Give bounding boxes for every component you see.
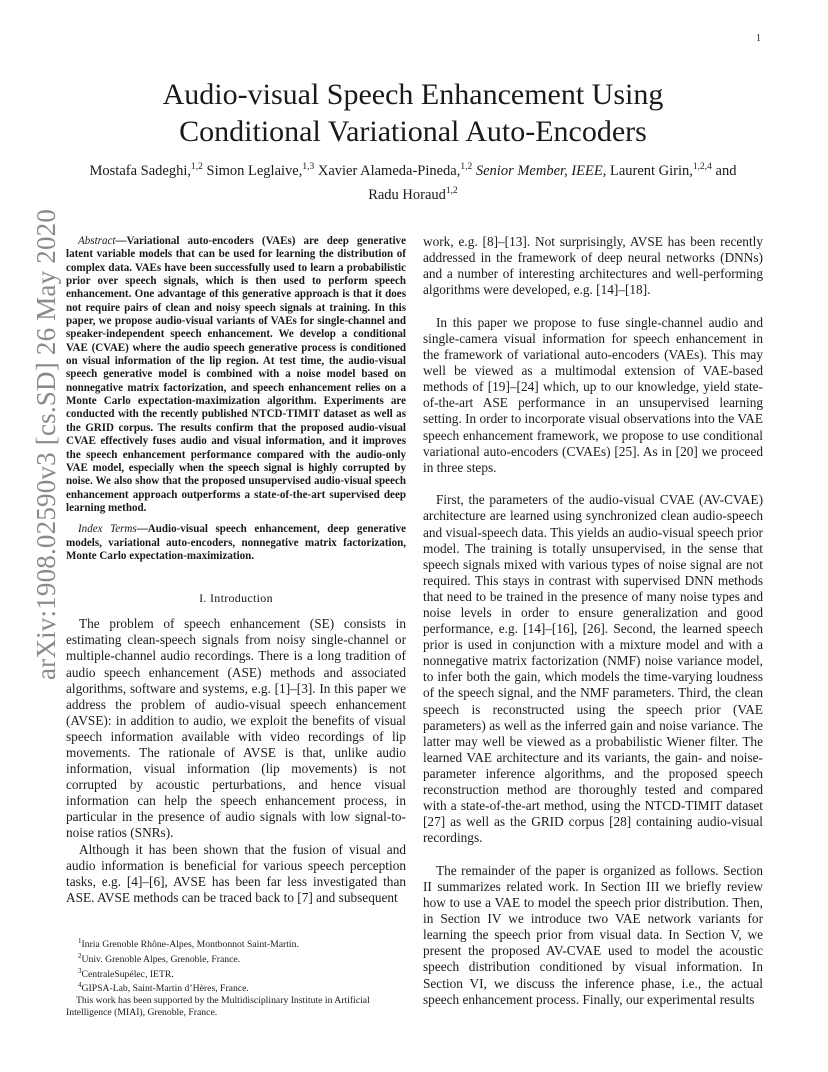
arxiv-identifier-stamp: arXiv:1908.02590v3 [cs.SD] 26 May 2020 [31,208,61,680]
body-paragraph: The problem of speech enhancement (SE) consists in estimating clean-speech signals from noisy single-channel or multiple-channel audio recordings. There is a long tradition of audio speech enhancement (ASE) methods and associated algorithms, software and systems, e.g. [1]–[3]. In this paper we address the problem of audio-visual speech enhancement (AVSE): in addition to audio, we exploit the benefits of visual speech information available with video recordings of lip movements. The rationale of AVSE is that, unlike audio information, visual information (lip movements) is not corrupted by acoustic perturbations, and hence visual information can help the speech enhancement process, in particular in the presence of audio signals with low signal-to-noise ratios (SNRs). [66,616,406,841]
footnote: $^3$CentraleSupélec, IETR. [78,966,174,980]
author-name: Mostafa Sadeghi, [89,162,191,179]
author-affiliation: 1,2 [460,162,473,172]
paper-title [60,76,766,150]
abstract-text: —Variational auto-encoders (VAEs) are deep generative latent variable models that can be used for learning the distribution of complex data. VAEs have been successfully used to learn a probabilistic prior over speech signals, which is then used to perform speech enhancement. One advantage of this generative approach is that it does not require pairs of clean and noisy speech signals at training. In this paper, we propose audio-visual variants of VAEs for single-channel and speaker-independent speech enhancement. We develop a conditional VAE (CVAE) where the audio speech generative process is conditioned on visual information of the lip region. At test time, the audio-visual speech generative model is combined with a noise model based on nonnegative matrix factorization, and speech enhancement relies on a Monte Carlo expectation-maximization algorithm. Experiments are conducted with the recently published NTCD-TIMIT dataset as well as the GRID corpus. The results confirm that the proposed audio-visual CVAE effectively fuses audio and visual information, and it improves the speech enhancement performance compared with the audio-only VAE model, especially when the speech signal is highly corrupted by noise. We also show that the proposed unsupervised audio-visual speech enhancement approach outperforms a state-of-the-art supervised deep learning method. [66,235,406,514]
title-line-1: Audio-visual Speech Enhancement Using [162,78,664,111]
footnote: $^2$Univ. Grenoble Alpes, Grenoble, France. [78,951,241,966]
footnote: $^4$GIPSA-Lab, Saint-Martin d’Hères, France. [78,981,249,995]
index-terms-label: Index Terms [78,523,137,536]
author-affiliation: 1,3 [302,162,315,172]
author-name: Simon Leglaive, [202,162,303,179]
body-paragraph: In this paper we propose to fuse single-channel audio and single-camera visual information for speech enhancement in the framework of variational auto-encoders (VAEs). This may well be viewed as a multimodal extension of VAE-based methods of [19]–[24] which, up to our knowledge, yield state-of-the-art ASE performance in an unsupervised learning setting. In order to incorporate visual observations into the VAE speech enhancement framework, we propose to use conditional variational auto-encoders (CVAEs) [25]. As in [20] we proceed in three steps. [423,314,763,475]
body-paragraph: First, the parameters of the audio-visual CVAE (AV-CVAE) architecture are learned using synchronized clean audio-speech and visual-speech data. This yields an audio-visual speech prior model. The training is totally unsupervised, in the sense that speech signals mixed with various types of noise signal are not required. This stays in contrast with supervised DNN methods that need to be trained in the presence of many noise types and noise levels in order to ensure generalization and good performance, e.g. [14]–[16], [26]. Second, the learned speech prior is used in conjunction with a mixture model and with a nonnegative matrix factorization (NMF) noise variance model, to infer both the gain, which models the time-varying loudness of the speech signal, and the NMF parameters. Third, the clean speech is reconstructed using the speech prior (VAE parameters) as well as the inferred gain and noise variance. The latter may well be viewed as a probabilistic Wiener filter. The learned VAE architecture and its variants, the gain- and noise- parameter inference algorithms, and the proposed speech reconstruction method are thoroughly tested and compared with a state-of-the-art method, using the NTCD-TIMIT dataset [27] as well as the GRID corpus [28] containing audio-visual recordings. [423,492,763,846]
footnote: $^1$Inria Grenoble Rhône-Alpes, Montbonnot Saint-Martin. [78,937,299,951]
page-number: 1 [756,33,761,44]
index-terms [66,523,406,563]
author-list: Mostafa Sadeghi,$^{1,2}$ Simon Leglaive,$^{1,3}$ Xavier Alameda-Pineda,$^{1,2}$ Senior Member, IEEE, Laurent Girin,$^{1,2,4}$ and Radu Horaud$^{1,2}$ [89,162,737,203]
index-terms-text: —Audio-visual speech enhancement, deep generative models, variational auto-encoders, nonnegative matrix factorization, Monte Carlo expectation-maximization. [66,523,407,562]
author-name: Laurent Girin, [606,162,693,179]
left-column [66,235,406,906]
author-membership-note: Senior Member, IEEE [475,162,603,179]
abstract-label: Abstract [78,235,116,247]
author-affiliation: 1,2,4 [692,162,712,172]
abstract [66,235,406,515]
right-column [423,234,763,1024]
section-heading-introduction: I. Introduction [199,591,273,606]
body-paragraph: The remainder of the paper is organized as follows. Section II summarizes related work. In Section III we briefly review how to use a VAE to model the speech prior distribution. Then, in Section IV we introduce two VAE network variants for learning the speech prior from visual data. In Section V, we present the proposed AV-CVAE used to model the acoustic speech distribution conditioned by visual information. In Section VI, we discuss the inference phase, i.e., the actual speech enhancement process. Finally, our experimental results [423,862,763,1007]
footnotes [66,936,406,1019]
author-name: Radu Horaud [368,186,446,203]
title-line-2: Conditional Variational Auto-Encoders [179,115,647,148]
body-paragraph: Although it has been shown that the fusion of visual and audio information is beneficial for various speech perception tasks, e.g. [4]–[6], AVSE has been far less investigated than ASE. AVSE methods can be traced back to [7] and subsequent [66,841,406,905]
author-name: Xavier Alameda-Pineda, [314,162,461,179]
author-joiner: and [711,162,737,179]
author-affiliation: 1,2 [191,162,203,172]
author-affiliation: 1,2 [445,185,458,196]
body-paragraph: work, e.g. [8]–[13]. Not surprisingly, AVSE has been recently addressed in the framework of deep neural networks (DNNs) and a number of interesting architectures and well-performing algorithms were developed, e.g. [14]–[18]. [423,234,763,298]
funding-note: This work has been supported by the Multidisciplinary Institute in Artificial Intelligence (MIAI), Grenoble, France. [66,995,370,1018]
